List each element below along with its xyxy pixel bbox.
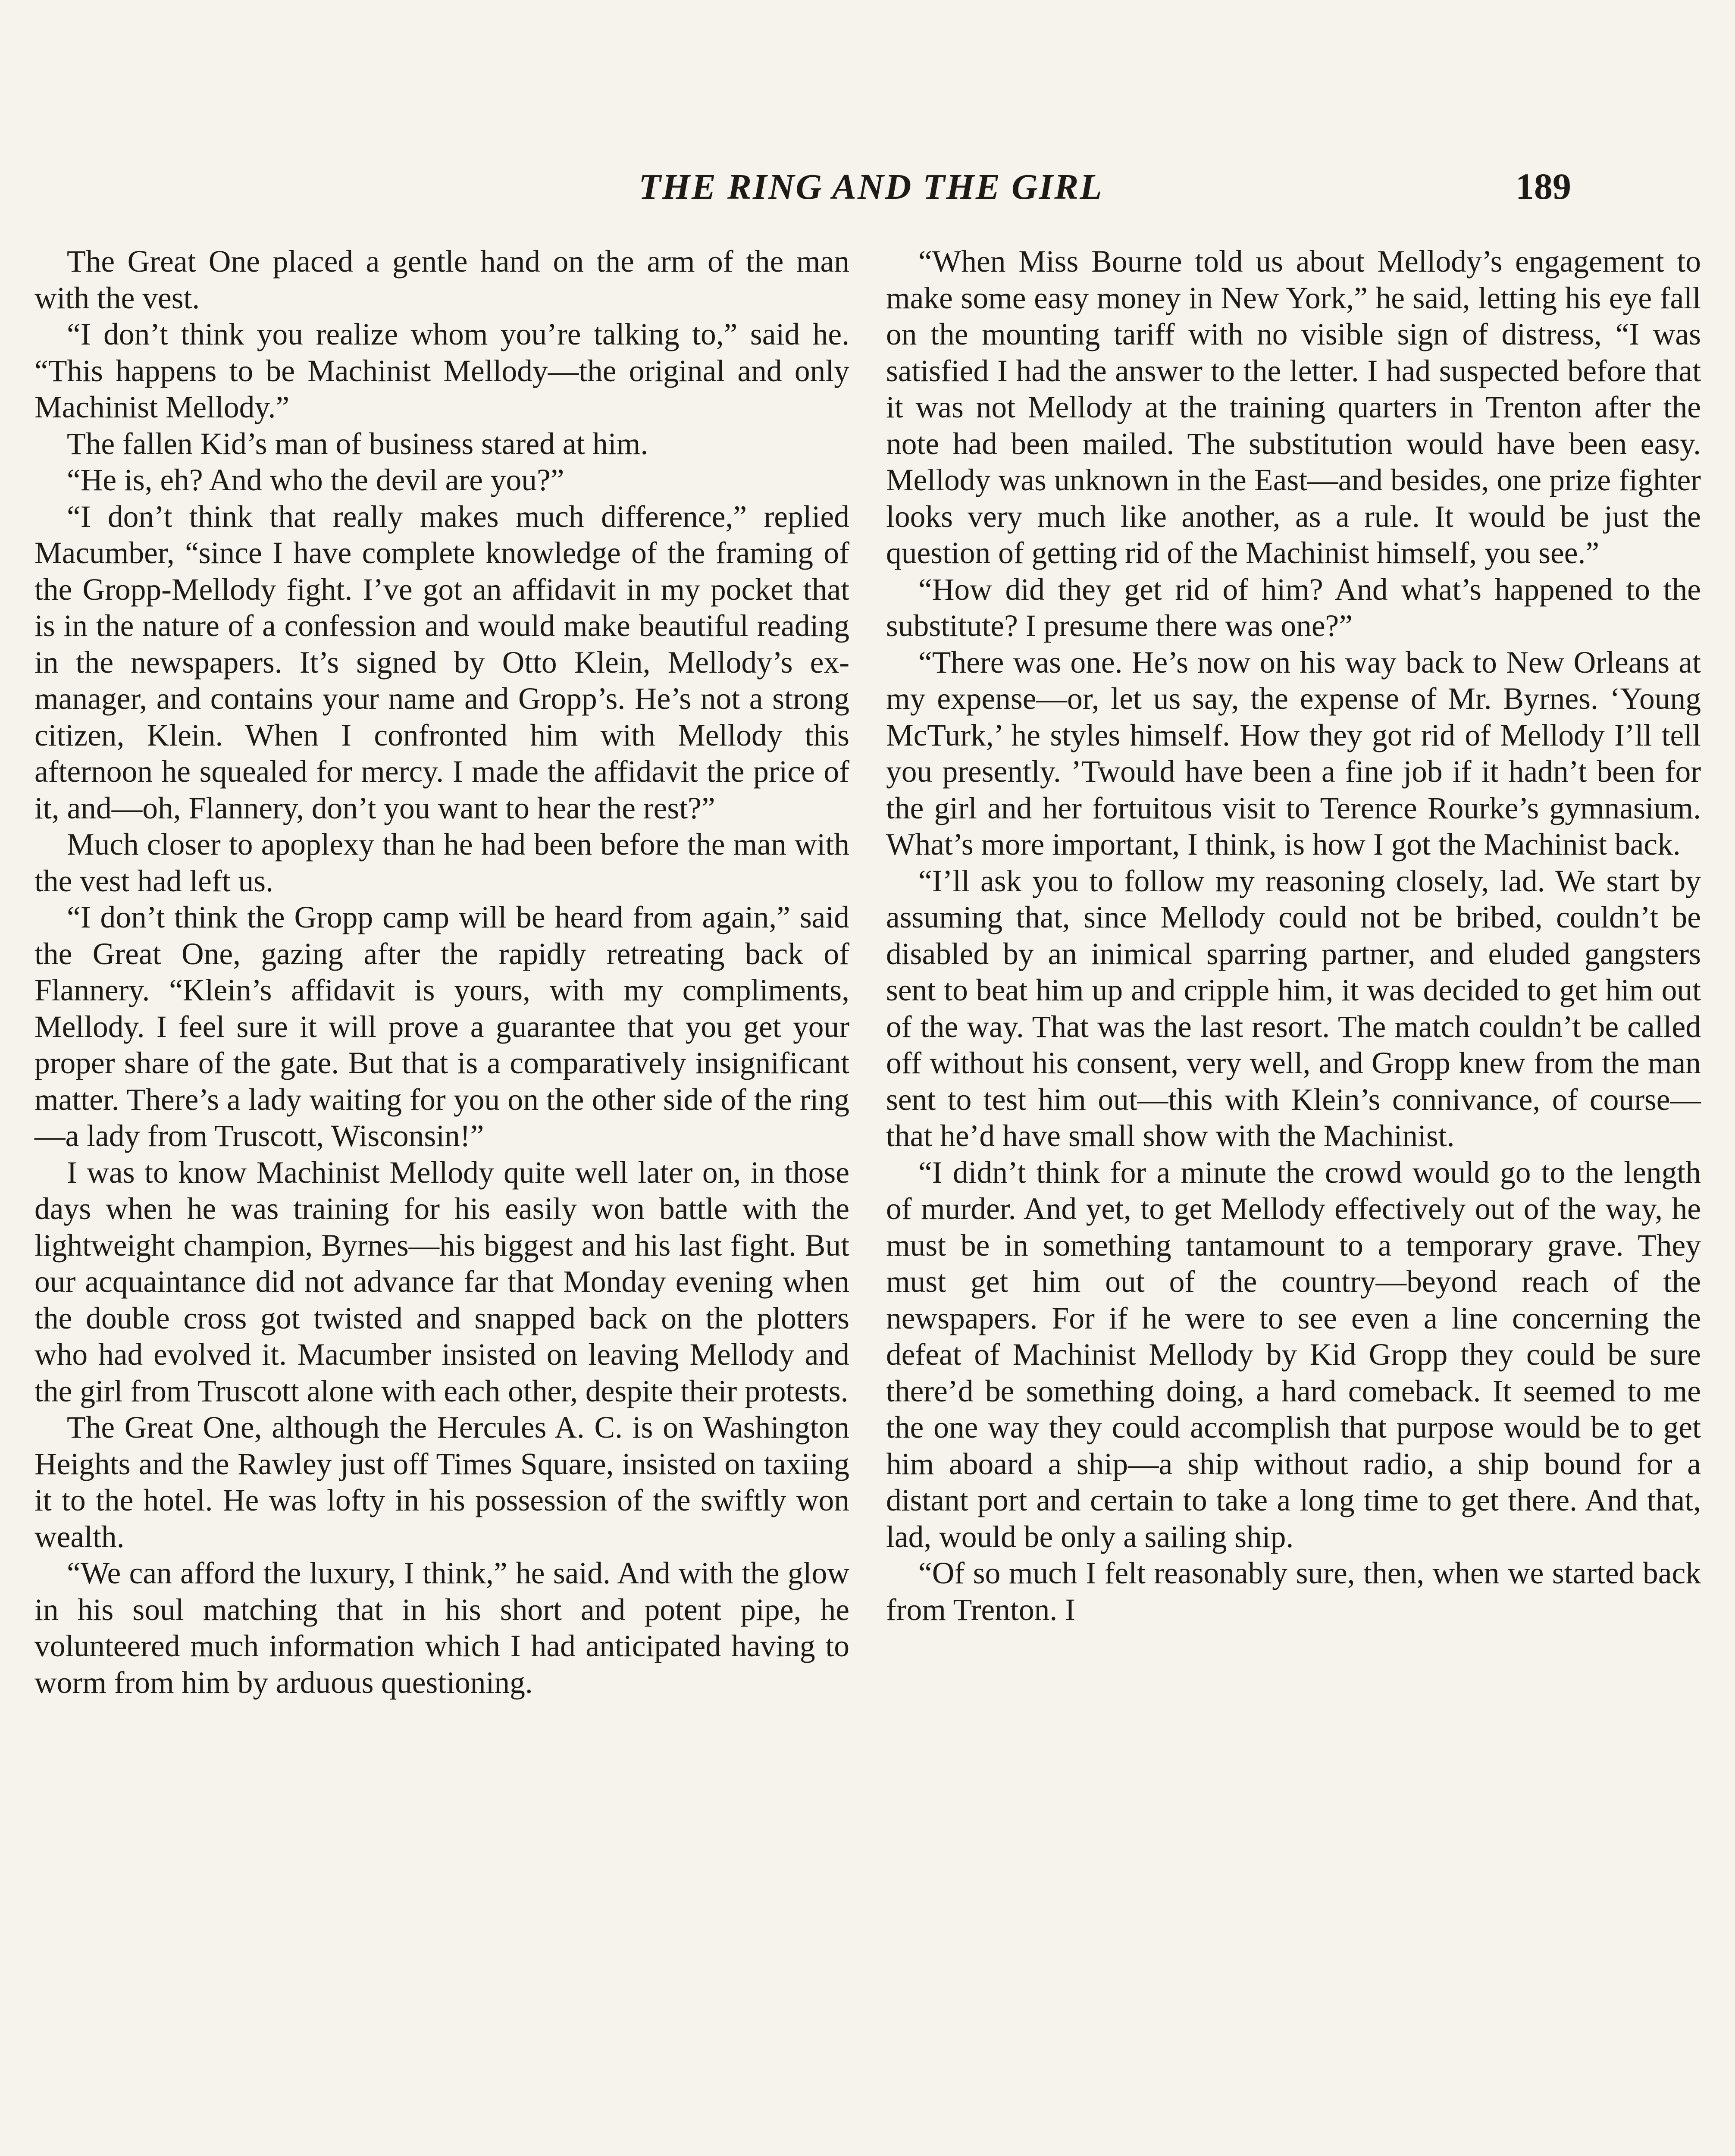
paragraph: Much closer to apoplexy than he had been before the man with the vest had left us.	[34, 827, 849, 898]
paragraph: The Great One, although the Hercules A. C. is on Washington Heights and the Rawley just off Times Square, insisted on taxiing it to the hotel. He was lofty in his possession of the swiftly won wealth.	[34, 1410, 849, 1554]
paragraph: “There was one. He’s now on his way back to New Orleans at my expense—or, let us say, the expense of Mr. Byrnes. ‘Young McTurk,’ he styles himself. How they got rid of Mellody I’ll tell you presently. ’Twould have been a fine job if it hadn’t been for the girl and her fortuitous visit to Terence Rourke’s gymnasium. What’s more important, I think, is how I got the Machinist back.	[886, 645, 1701, 862]
paragraph: “I don’t think that really makes much difference,” replied Macumber, “since I have complete knowledge of the framing of the Gropp-Mellody fight. I’ve got an affidavit in my pocket that is in the nature of a confession and would make beautiful reading in the newspapers. It’s signed by Otto Klein, Mellody’s ex-manager, and contains your name and Gropp’s. He’s not a strong citizen, Klein. When I confronted him with Mellody this afternoon he squealed for mercy. I made the affidavit the price of it, and—oh, Flannery, don’t you want to hear the rest?”	[34, 499, 849, 825]
paragraph: “When Miss Bourne told us about Mellody’s engagement to make some easy money in New York,” he said, letting his eye fall on the mounting tariff with no visible sign of distress, “I was satisfied I had the answer to the letter. I had suspected before that it was not Mellody at the training quarters in Trenton after the note had been mailed. The substitution would have been easy. Mellody was unknown in the East—and besides, one prize fighter looks very much like another, as a rule. It would be just the question of getting rid of the Machinist himself, you see.”	[886, 244, 1701, 570]
paragraph: The Great One placed a gentle hand on the arm of the man with the vest.	[34, 244, 849, 315]
left-column	[34, 244, 849, 1701]
paragraph: I was to know Machinist Mellody quite well later on, in those days when he was training for his easily won battle with the lightweight champion, Byrnes—his biggest and his last fight. But our acquaintance did not advance far that Monday evening when the double cross got twisted and snapped back on the plotters who had evolved it. Macumber insisted on leaving Mellody and the girl from Truscott alone with each other, despite their protests.	[34, 1155, 849, 1408]
paragraph: “How did they get rid of him? And what’s happened to the substitute? I presume there was one?”	[886, 572, 1701, 643]
paragraph: “He is, eh? And who the devil are you?”	[67, 463, 564, 497]
paragraph: “We can afford the luxury, I think,” he said. And with the glow in his soul matching that in his short and potent pipe, he volunteered much information which I had anticipated having to worm from him by arduous questioning.	[34, 1556, 849, 1700]
running-title: THE RING AND THE GIRL	[639, 167, 1103, 207]
paragraph: The fallen Kid’s man of business stared at him.	[67, 426, 648, 461]
paragraph: “I don’t think you realize whom you’re talking to,” said he. “This happens to be Machinist Mellody—the original and only Machinist Mellody.”	[34, 317, 849, 424]
paragraph: “I’ll ask you to follow my reasoning closely, lad. We start by assuming that, since Mellody could not be bribed, couldn’t be disabled by an inimical sparring partner, and eluded gangsters sent to beat him up and cripple him, it was decided to get him out of the way. That was the last resort. The match couldn’t be called off without his consent, very well, and Gropp knew from the man sent to test him out—this with Klein’s connivance, of course—that he’d have small show with the Machinist.	[886, 864, 1701, 1153]
paragraph: “I didn’t think for a minute the crowd would go to the length of murder. And yet, to get Mellody effectively out of the way, he must be in something tantamount to a temporary grave. They must get him out of the country—beyond reach of the newspapers. For if he were to see even a line concerning the defeat of Machinist Mellody by Kid Gropp they could be sure there’d be something doing, a hard comeback. It seemed to me the one way they could accomplish that purpose would be to get him aboard a ship—a ship without radio, a ship bound for a distant port and certain to take a long time to get there. And that, lad, would be only a sailing ship.	[886, 1155, 1701, 1554]
paragraph: “I don’t think the Gropp camp will be heard from again,” said the Great One, gazing after the rapidly retreating back of Flannery. “Klein’s affidavit is yours, with my compliments, Mellody. I feel sure it will prove a guarantee that you get your proper share of the gate. But that is a comparatively insignificant matter. There’s a lady waiting for you on the other side of the ring—a lady from Truscott, Wisconsin!”	[34, 900, 849, 1153]
paragraph: “Of so much I felt reasonably sure, then, when we started back from Trenton. I	[886, 1556, 1701, 1627]
right-column	[886, 244, 1701, 1628]
page-number: 189	[1516, 166, 1571, 207]
